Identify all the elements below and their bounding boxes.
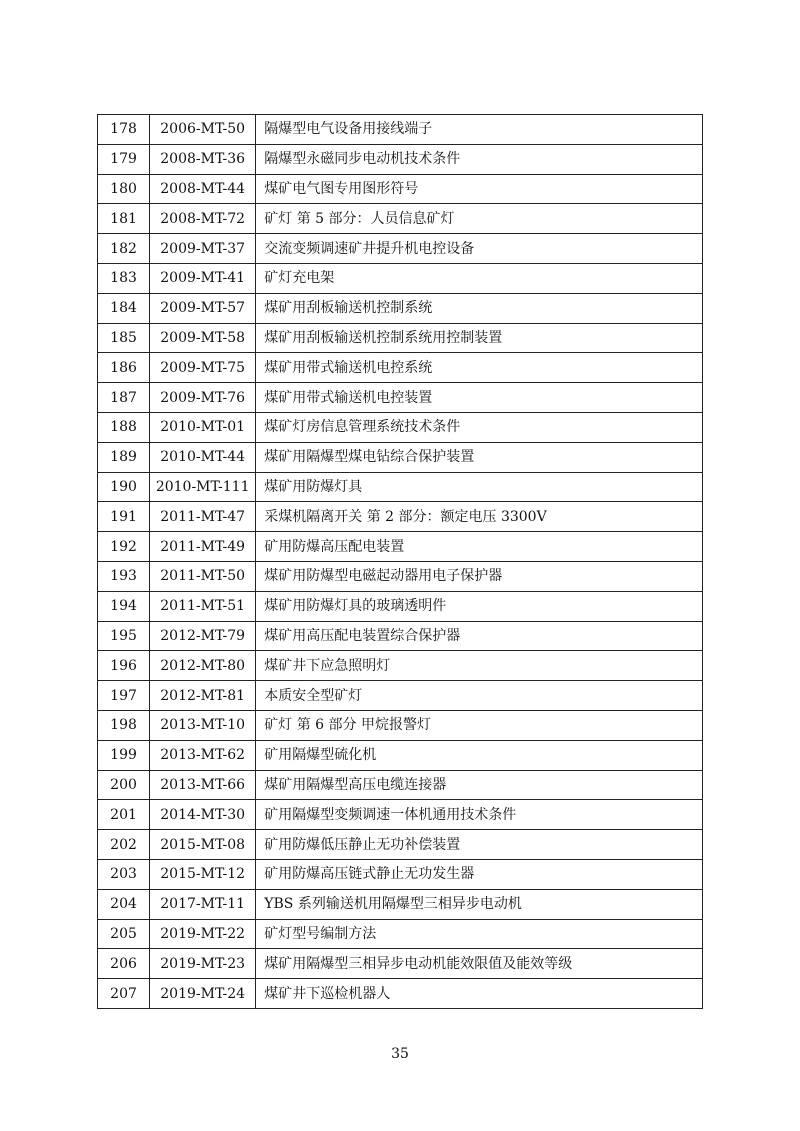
row-number-cell: 184 [98,293,150,323]
row-number-cell: 197 [98,681,150,711]
standard-code-cell: 2019-MT-22 [150,919,256,949]
row-number-cell: 206 [98,949,150,979]
table-row [98,472,703,502]
standard-code-cell: 2010-MT-44 [150,442,256,472]
standard-name-cell: 煤矿用防爆灯具的玻璃透明件 [256,591,703,621]
row-number-cell: 200 [98,770,150,800]
standard-name-cell: 矿灯型号编制方法 [256,919,703,949]
standard-code-cell: 2009-MT-75 [150,353,256,383]
standard-name-cell: 煤矿用隔爆型高压电缆连接器 [256,770,703,800]
table-row [98,710,703,740]
row-number-cell: 186 [98,353,150,383]
standard-code-cell: 2012-MT-80 [150,651,256,681]
table-row [98,651,703,681]
standard-name-cell: 煤矿用隔爆型煤电钻综合保护装置 [256,442,703,472]
standard-name-cell: 矿用隔爆型硫化机 [256,740,703,770]
row-number-cell: 196 [98,651,150,681]
standard-name-cell: 煤矿用带式输送机电控装置 [256,383,703,413]
standard-code-cell: 2011-MT-47 [150,502,256,532]
table-row [98,383,703,413]
table-row [98,770,703,800]
table-row [98,234,703,264]
table-row [98,502,703,532]
row-number-cell: 185 [98,323,150,353]
table-row [98,740,703,770]
standard-name-cell: YBS 系列输送机用隔爆型三相异步电动机 [256,889,703,919]
standard-name-cell: 煤矿灯房信息管理系统技术条件 [256,412,703,442]
table-row [98,532,703,562]
standard-name-cell: 矿灯 第 5 部分：人员信息矿灯 [256,204,703,234]
standard-name-cell: 矿灯 第 6 部分 甲烷报警灯 [256,710,703,740]
row-number-cell: 182 [98,234,150,264]
table-row [98,353,703,383]
standard-name-cell: 煤矿用防爆型电磁起动器用电子保护器 [256,561,703,591]
row-number-cell: 183 [98,263,150,293]
standard-code-cell: 2011-MT-50 [150,561,256,591]
standard-name-cell: 隔爆型电气设备用接线端子 [256,115,703,145]
standard-code-cell: 2009-MT-58 [150,323,256,353]
table-row [98,889,703,919]
standard-code-cell: 2013-MT-10 [150,710,256,740]
standard-code-cell: 2019-MT-23 [150,949,256,979]
standard-name-cell: 矿用隔爆型变频调速一体机通用技术条件 [256,800,703,830]
page-number: 35 [391,1046,409,1062]
table-body [98,115,703,1009]
standard-code-cell: 2008-MT-44 [150,174,256,204]
standard-code-cell: 2010-MT-111 [150,472,256,502]
table-row [98,442,703,472]
table-row [98,293,703,323]
table-row [98,263,703,293]
table-row [98,621,703,651]
table-row [98,412,703,442]
row-number-cell: 201 [98,800,150,830]
row-number-cell: 189 [98,442,150,472]
table-row [98,979,703,1009]
standard-code-cell: 2014-MT-30 [150,800,256,830]
row-number-cell: 193 [98,561,150,591]
standard-code-cell: 2011-MT-49 [150,532,256,562]
standard-name-cell: 矿用防爆低压静止无功补偿装置 [256,830,703,860]
row-number-cell: 180 [98,174,150,204]
row-number-cell: 207 [98,979,150,1009]
standard-name-cell: 煤矿井下应急照明灯 [256,651,703,681]
table-row [98,144,703,174]
row-number-cell: 192 [98,532,150,562]
table-row [98,204,703,234]
table-row [98,591,703,621]
row-number-cell: 198 [98,710,150,740]
standard-name-cell: 矿用防爆高压链式静止无功发生器 [256,859,703,889]
standard-code-cell: 2010-MT-01 [150,412,256,442]
standards-table [97,114,703,1009]
row-number-cell: 199 [98,740,150,770]
standard-code-cell: 2015-MT-08 [150,830,256,860]
standard-code-cell: 2019-MT-24 [150,979,256,1009]
standard-name-cell: 煤矿电气图专用图形符号 [256,174,703,204]
standard-name-cell: 煤矿用刮板输送机控制系统 [256,293,703,323]
standard-code-cell: 2009-MT-41 [150,263,256,293]
row-number-cell: 178 [98,115,150,145]
standard-name-cell: 煤矿用高压配电装置综合保护器 [256,621,703,651]
row-number-cell: 205 [98,919,150,949]
standard-name-cell: 交流变频调速矿井提升机电控设备 [256,234,703,264]
standard-code-cell: 2009-MT-76 [150,383,256,413]
standard-code-cell: 2009-MT-57 [150,293,256,323]
row-number-cell: 202 [98,830,150,860]
standard-code-cell: 2017-MT-11 [150,889,256,919]
standard-code-cell: 2013-MT-66 [150,770,256,800]
standard-code-cell: 2008-MT-36 [150,144,256,174]
table-row [98,323,703,353]
row-number-cell: 190 [98,472,150,502]
table-row [98,115,703,145]
row-number-cell: 191 [98,502,150,532]
standard-name-cell: 煤矿用隔爆型三相异步电动机能效限值及能效等级 [256,949,703,979]
table-row [98,830,703,860]
standard-name-cell: 矿灯充电架 [256,263,703,293]
standard-name-cell: 煤矿用防爆灯具 [256,472,703,502]
standard-code-cell: 2013-MT-62 [150,740,256,770]
standard-name-cell: 煤矿井下巡检机器人 [256,979,703,1009]
standard-code-cell: 2012-MT-79 [150,621,256,651]
standard-name-cell: 本质安全型矿灯 [256,681,703,711]
standard-name-cell: 矿用防爆高压配电装置 [256,532,703,562]
row-number-cell: 179 [98,144,150,174]
standard-code-cell: 2009-MT-37 [150,234,256,264]
table-row [98,561,703,591]
standard-name-cell: 煤矿用带式输送机电控系统 [256,353,703,383]
table-row [98,949,703,979]
standard-code-cell: 2008-MT-72 [150,204,256,234]
standard-code-cell: 2012-MT-81 [150,681,256,711]
table-row [98,800,703,830]
table-row [98,919,703,949]
standard-code-cell: 2006-MT-50 [150,115,256,145]
standard-name-cell: 采煤机隔离开关 第 2 部分：额定电压 3300V [256,502,703,532]
standard-code-cell: 2015-MT-12 [150,859,256,889]
table-row [98,174,703,204]
standard-name-cell: 隔爆型永磁同步电动机技术条件 [256,144,703,174]
row-number-cell: 181 [98,204,150,234]
table-row [98,681,703,711]
row-number-cell: 194 [98,591,150,621]
row-number-cell: 187 [98,383,150,413]
standard-name-cell: 煤矿用刮板输送机控制系统用控制装置 [256,323,703,353]
table-row [98,859,703,889]
row-number-cell: 204 [98,889,150,919]
row-number-cell: 195 [98,621,150,651]
standard-code-cell: 2011-MT-51 [150,591,256,621]
row-number-cell: 188 [98,412,150,442]
row-number-cell: 203 [98,859,150,889]
